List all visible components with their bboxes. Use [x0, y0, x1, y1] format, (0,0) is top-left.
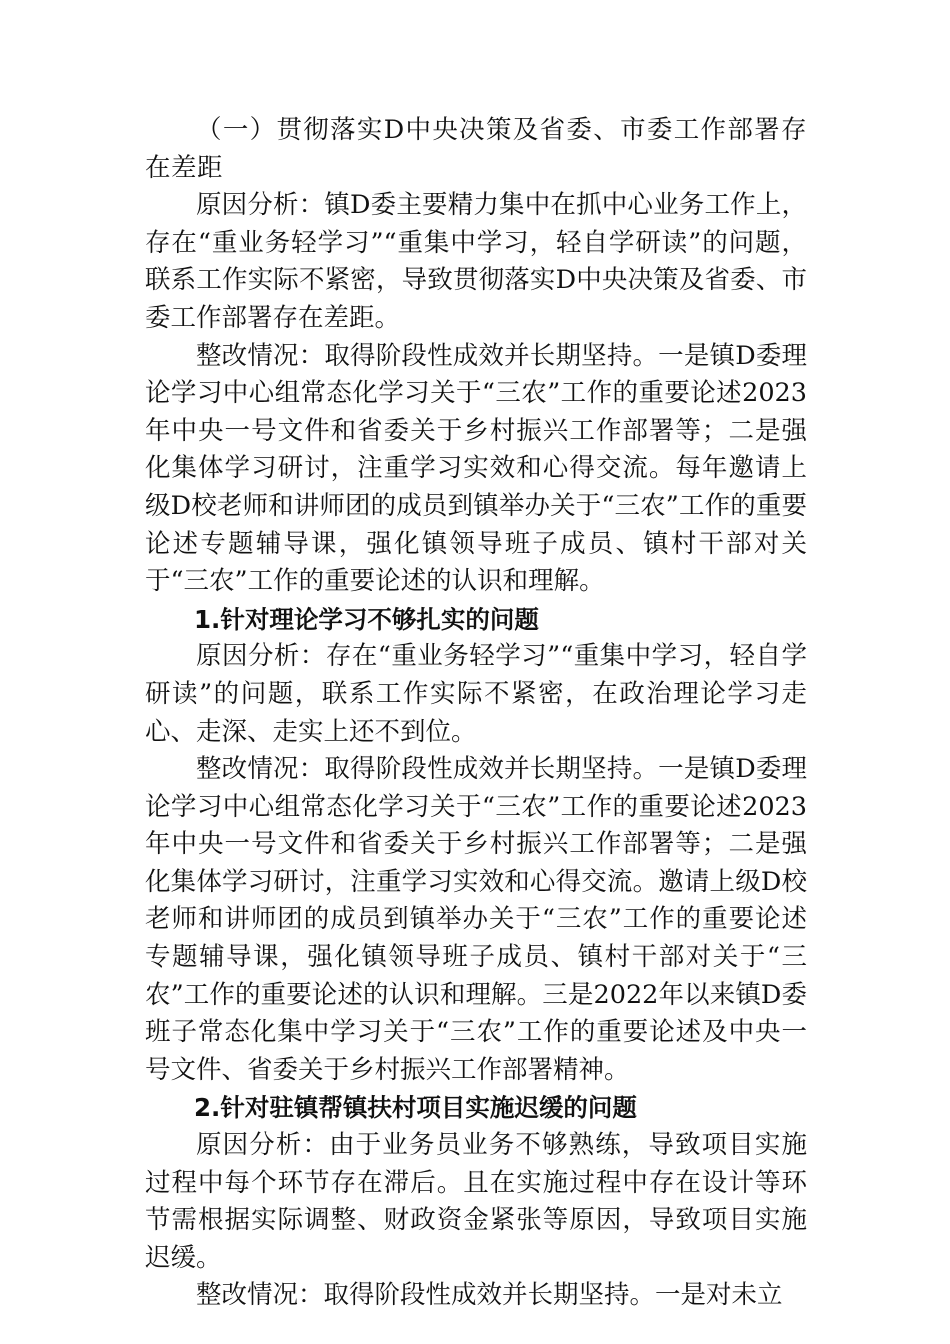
- paragraph-cause-analysis-2: 原因分析：存在“重业务轻学习”“重集中学习，轻自学研读”的问题，联系工作实际不紧密，在政治理论学习走心、走深、走实上还不到位。: [145, 641, 807, 747]
- paragraph-cause-analysis-3: 原因分析：由于业务员业务不够熟练，导致项目实施过程中每个环节存在滞后。且在实施过程中存在设计等环节需根据实际调整、财政资金紧张等原因，导致项目实施迟缓。: [145, 1130, 807, 1273]
- paragraph-rectification-1: 整改情况：取得阶段性成效并长期坚持。一是镇D委理论学习中心组常态化学习关于“三农”工作的重要论述2023年中央一号文件和省委关于乡村振兴工作部署等；二是强化集体学习研讨，注重学习实效和心得交流。每年邀请上级D校老师和讲师团的成员到镇举办关于“三农”工作的重要论述专题辅导课，强化镇领导班子成员、镇村干部对关于“三农”工作的重要论述的认识和理解。: [145, 340, 807, 597]
- paragraph-cause-analysis-1: 原因分析：镇D委主要精力集中在抓中心业务工作上，存在“重业务轻学习”“重集中学习，轻自学研读”的问题，联系工作实际不紧密，导致贯彻落实D中央决策及省委、市委工作部署存在差距。: [145, 190, 807, 333]
- section-heading: （一）贯彻落实D中央决策及省委、市委工作部署存在差距: [145, 115, 807, 183]
- subheading-project-delay: 2.针对驻镇帮镇扶村项目实施迟缓的问题: [194, 1093, 637, 1123]
- paragraph-rectification-2: 整改情况：取得阶段性成效并长期坚持。一是镇D委理论学习中心组常态化学习关于“三农”工作的重要论述2023年中央一号文件和省委关于乡村振兴工作部署等；二是强化集体学习研讨，注重学习实效和心得交流。邀请上级D校老师和讲师团的成员到镇举办关于“三农”工作的重要论述专题辅导课，强化镇领导班子成员、镇村干部对关于“三农”工作的重要论述的认识和理解。三是2022年以来镇D委班子常态化集中学习关于“三农”工作的重要论述及中央一号文件、省委关于乡村振兴工作部署精神。: [145, 754, 807, 1085]
- subheading-theory-study: 1.针对理论学习不够扎实的问题: [194, 604, 539, 634]
- paragraph-rectification-3: 整改情况：取得阶段性成效并长期坚持。一是对未立: [196, 1280, 783, 1311]
- document-body: [145, 112, 807, 1315]
